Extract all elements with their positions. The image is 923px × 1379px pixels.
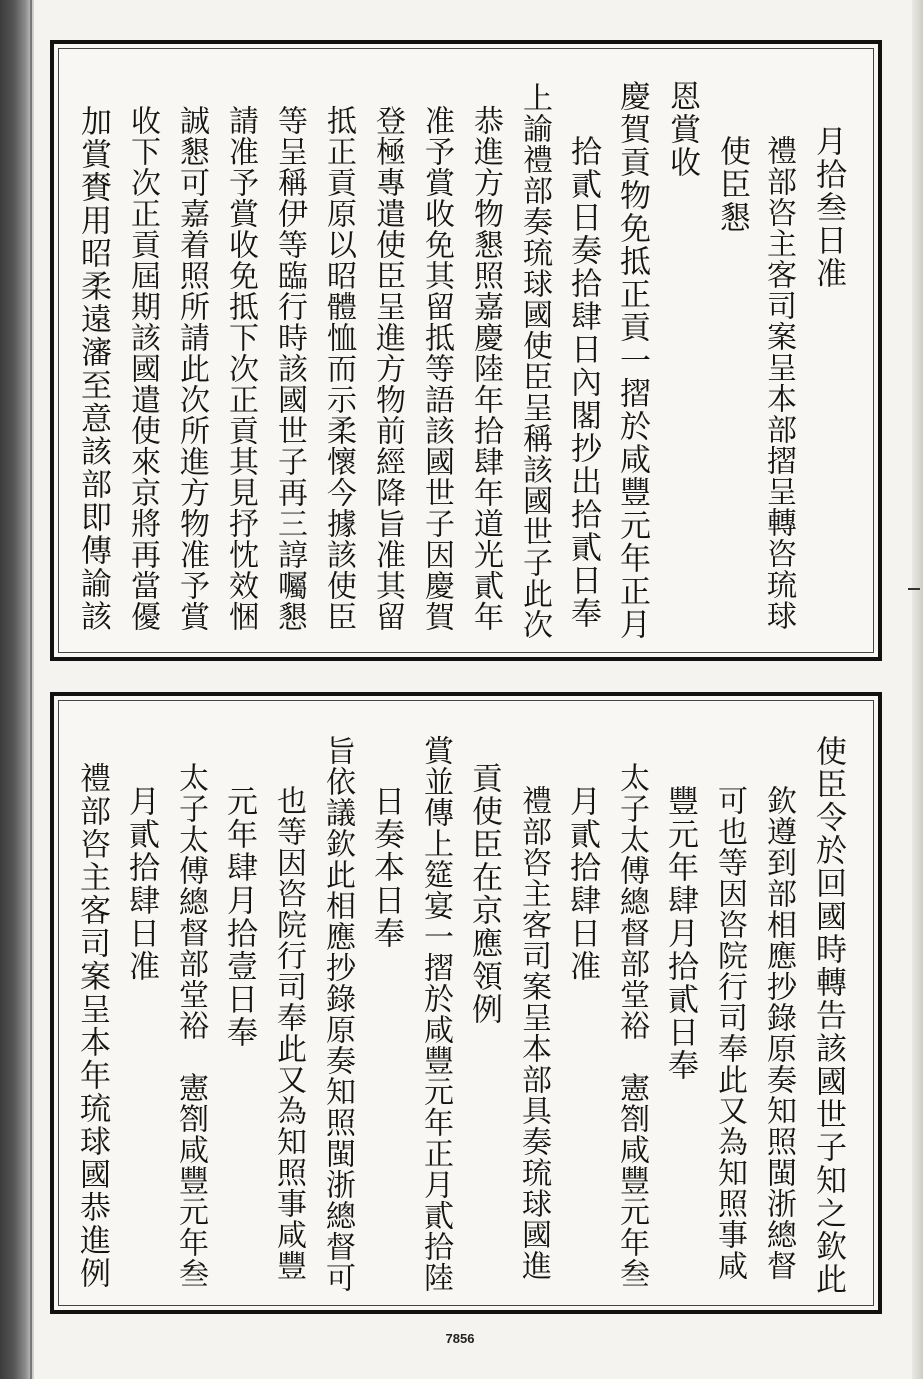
- bottom-column: 欽遵到部相應抄錄原奏知照閩浙總督: [761, 785, 796, 1281]
- edge-mark: [908, 588, 920, 590]
- bottom-column: 使臣令於回國時轉告該國世子知之欽此: [810, 735, 846, 1296]
- top-column: 拾貳日奏拾肆日內閣抄出拾貳日奉: [565, 135, 601, 630]
- binding-gutter-line: [30, 0, 32, 1379]
- top-column: 登極專遣使臣呈進方物前經降旨准其留: [370, 105, 405, 632]
- top-column: 禮部咨主客司案呈本部摺呈轉咨琉球: [761, 135, 796, 631]
- top-column: 使臣懇: [714, 135, 750, 234]
- bottom-column: 禮部咨主客司案呈本年琉球國恭進例: [74, 762, 110, 1290]
- top-column: 上諭禮部奏琉球國使臣呈稱該國世子此次: [517, 82, 552, 640]
- bottom-column: 禮部咨主客司案呈本部具奏琉球國進: [516, 785, 551, 1281]
- top-column: 慶賀貢物免抵正貢一摺於咸豐元年正月: [614, 80, 650, 641]
- bottom-column: 月貳拾肆日准: [123, 785, 159, 983]
- bottom-column: 月貳拾肆日准: [564, 785, 600, 983]
- top-column: 恭進方物懇照嘉慶陸年拾肆年道光貳年: [468, 105, 503, 632]
- binding-gutter-shadow: [0, 0, 34, 1379]
- top-column: 月拾叁日准: [810, 125, 846, 290]
- page-edge: [912, 0, 923, 1379]
- top-column: 加賞賚用昭柔遠瀋至意該部即傳諭該: [75, 105, 111, 633]
- top-column: 請准予賞收免抵下次正貢其見抒忱效悃: [223, 105, 258, 632]
- top-column: 誠懇可嘉着照所請此次所進方物准予賞: [174, 105, 209, 632]
- bottom-column: 豐元年肆月拾貳日奉: [662, 785, 698, 1082]
- top-column: 收下次正貢屆期該國遣使來京將再當優: [125, 105, 160, 632]
- bottom-column: 太子太傅總督部堂裕 憲劄咸豐元年叁: [614, 762, 649, 1289]
- top-column: 等呈稱伊等臨行時該國世子再三諄囑懇: [272, 105, 307, 632]
- bottom-column: 太子太傅總督部堂裕 憲劄咸豐元年叁: [173, 762, 208, 1289]
- bottom-column: 元年肆月拾壹日奉: [221, 785, 257, 1049]
- bottom-column: 也等因咨院行司奉此又為知照事咸豐: [271, 785, 306, 1281]
- bottom-column: 旨依議欽此相應抄錄原奏知照閩浙總督可: [320, 735, 355, 1293]
- bottom-column: 日奏本日奉: [368, 785, 404, 950]
- top-column: 准予賞收免其留抵等語該國世子因慶賀: [419, 105, 454, 632]
- bottom-column: 可也等因咨院行司奉此又為知照事咸: [712, 785, 747, 1281]
- top-column: 抵正貢原以昭體恤而示柔懷今據該使臣: [321, 105, 356, 632]
- page-number: 7856: [445, 1331, 475, 1346]
- bottom-column: 賞並傳上筵宴一摺於咸豐元年正月貳拾陸: [418, 735, 453, 1293]
- bottom-column: 貢使臣在京應領例: [466, 762, 502, 1026]
- top-column: 恩賞收: [664, 80, 700, 179]
